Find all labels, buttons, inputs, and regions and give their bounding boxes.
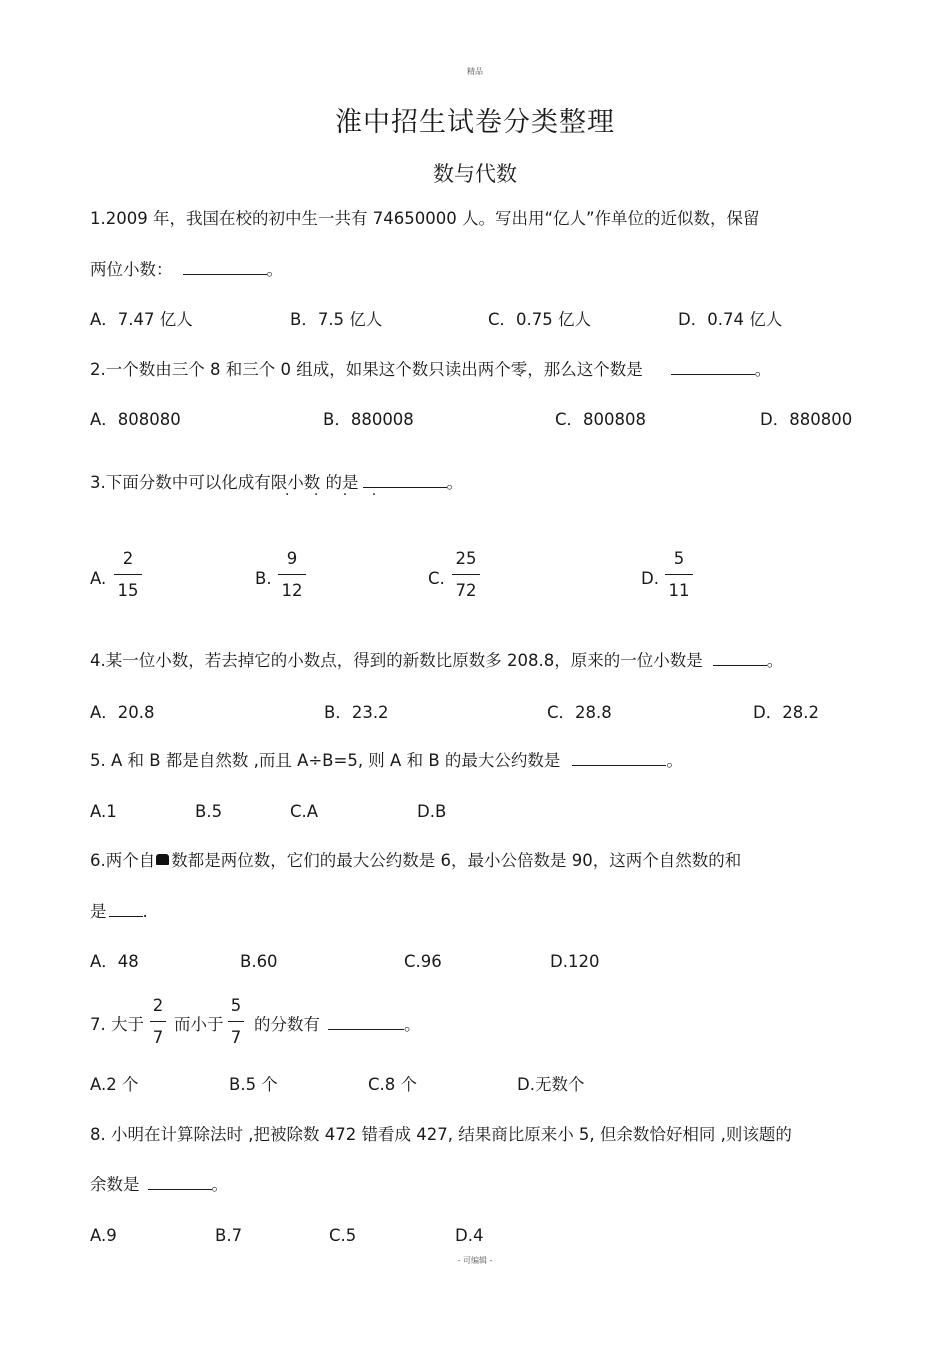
numerator: 25 [455,549,477,568]
q2-option-a: A．808080 [90,410,181,429]
question-5-text: 5. A 和 B 都是自然数 ,而且 A÷B=5, 则 A 和 B 的最大公约数是 [90,751,561,770]
question-1-line-1: 1.2009 年，我国在校的初中生一共有 74650000 人。写出用“亿人”作单位的近似数，保留 [90,209,760,228]
question-7-prefix: 7. 大于 [90,1015,144,1034]
fraction-bar [665,574,693,575]
q5-option-b: B.5 [195,802,223,821]
q7-fraction-1 [150,996,166,1048]
question-6-text-a: 6.两个自 [90,851,156,870]
q6-option-d: D.120 [550,952,600,971]
page-title: 淮中招生试卷分类整理 [335,107,615,138]
question-7-suffix-line [254,1014,421,1036]
q8-option-d: D.4 [455,1226,484,1245]
question-3-text: 3.下面分数中可以化成有限小数 的是 [90,473,359,492]
q1-option-d: D．0.74 亿人 [678,310,783,329]
q2-option-d: D．880800 [760,410,853,429]
q7-option-b: B.5 个 [229,1075,278,1094]
answer-blank [109,902,143,917]
header-mark: 精品 [467,67,483,76]
q8-option-c: C.5 [329,1226,357,1245]
answer-blank [183,260,267,275]
q7-fraction-2 [228,996,244,1048]
question-7-suffix: 的分数有 [254,1015,320,1034]
question-5 [90,750,683,772]
q4-option-b: B．23.2 [324,703,389,722]
question-8-line-1: 8. 小明在计算除法时 ,把被除数 472 错看成 427, 结果商比原来小 5, 但余数恰好相同 ,则该题的 [90,1125,792,1144]
denominator: 7 [230,1028,242,1047]
answer-blank [148,1175,212,1190]
footer-mark: - 可编辑 - [457,1256,493,1265]
denominator: 11 [668,581,690,600]
q7-option-c: C.8 个 [368,1075,418,1094]
answer-blank [713,651,767,666]
numerator: 9 [286,549,298,568]
denominator: 72 [455,581,477,600]
question-1-text: 两位小数： [90,260,173,279]
answer-blank [328,1015,404,1030]
q8-option-b: B.7 [215,1226,243,1245]
q2-option-c: C．800808 [555,410,647,429]
question-6-line-2 [90,901,148,923]
numerator: 5 [673,549,685,568]
fraction-bar [150,1021,166,1022]
question-1-line-2 [90,259,283,281]
question-7-end: 。 [404,1015,421,1034]
question-2 [90,359,771,381]
q6-option-c: C.96 [404,952,442,971]
question-7-middle: 而小于 [174,1015,224,1034]
question-8-end: 。 [211,1175,228,1194]
denominator: 15 [117,581,139,600]
q1-option-b: B．7.5 亿人 [290,310,383,329]
q3-option-c-fraction [452,549,480,601]
numerator: 2 [152,996,164,1015]
q3-option-d-fraction [665,549,693,601]
smudge-mark [156,854,169,865]
q3-option-a-fraction [114,549,142,601]
q3-option-c-label: C. [428,569,445,588]
fraction-bar [278,574,306,575]
q1-option-a: A．7.47 亿人 [90,310,193,329]
q7-option-d: D.无数个 [517,1075,585,1094]
emphasis-dots: · · · · [285,487,387,503]
q3-option-b-fraction [278,549,306,601]
q3-option-b-label: B. [255,569,272,588]
section-title: 数与代数 [433,162,517,186]
q4-option-c: C．28.8 [547,703,612,722]
question-4-text: 4.某一位小数，若去掉它的小数点，得到的新数比原数多 208.8，原来的一位小数是 [90,651,703,670]
answer-blank [363,473,447,488]
fraction-bar [452,574,480,575]
q1-option-c: C．0.75 亿人 [488,310,592,329]
q4-option-a: A．20.8 [90,703,155,722]
q3-option-d-label: D. [641,569,659,588]
question-4-end: 。 [766,651,784,670]
question-6-text-c: 是 [90,902,107,921]
question-3-end: 。 [446,473,463,492]
question-6-end: . [142,902,148,921]
question-3 [90,472,463,494]
q5-option-a: A.1 [90,802,117,821]
answer-blank [671,360,755,375]
q8-option-a: A.9 [90,1226,117,1245]
question-8-line-2 [90,1174,228,1196]
numerator: 5 [230,996,242,1015]
question-1-end: 。 [266,260,283,279]
q3-option-a-label: A. [90,569,107,588]
q6-option-b: B.60 [240,952,278,971]
fraction-bar [114,574,142,575]
question-2-end: 。 [754,360,772,379]
question-5-end: 。 [666,751,683,770]
q5-option-c: C.A [290,802,319,821]
question-2-text: 2.一个数由三个 8 和三个 0 组成，如果这个数只读出两个零，那么这个数是 [90,360,643,379]
fraction-bar [228,1021,244,1022]
numerator: 2 [122,549,134,568]
question-4 [90,650,783,672]
question-6-text-b: 数都是两位数，它们的最大公约数是 6，最小公倍数是 90，这两个自然数的和 [171,851,742,870]
denominator: 7 [152,1028,164,1047]
question-6-line-1 [90,850,741,872]
q4-option-d: D．28.2 [753,703,819,722]
q7-option-a: A.2 个 [90,1075,139,1094]
q5-option-d: D.B [417,802,447,821]
answer-blank [572,751,666,766]
q6-option-a: A．48 [90,952,139,971]
denominator: 12 [281,581,303,600]
q2-option-b: B．880008 [323,410,414,429]
question-8-text: 余数是 [90,1175,140,1194]
